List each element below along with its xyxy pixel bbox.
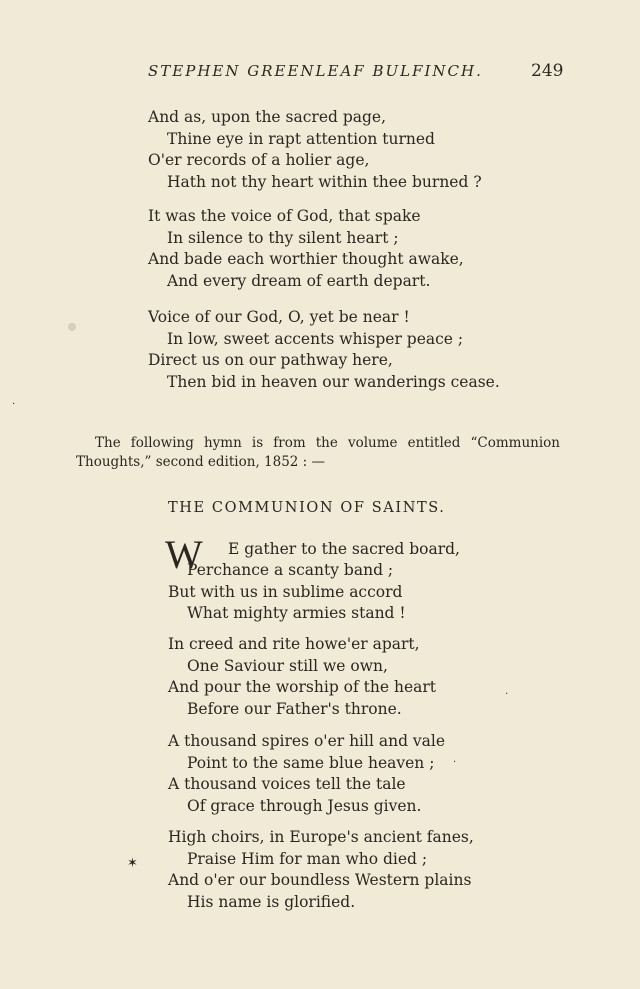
hymn-stanza-1 (168, 560, 406, 625)
hymn-line: And pour the worship of the heart (168, 678, 437, 696)
poem-line: In silence to thy silent heart ; (167, 228, 399, 247)
hymn-title: THE COMMUNION OF SAINTS. (168, 500, 446, 516)
hymn-line: A thousand voices tell the tale (168, 775, 406, 793)
hymn-line: Of grace through Jesus given. (187, 796, 422, 815)
hymn-first-line: E gather to the sacred board, (228, 540, 460, 558)
hymn-line: A thousand spires o'er hill and vale (168, 732, 446, 750)
hymn-line: High choirs, in Europe's ancient fanes, (168, 828, 474, 846)
poem-line: And as, upon the sacred page, (148, 108, 387, 126)
page-number: 249 (531, 61, 564, 81)
hymn-line: Point to the same blue heaven ; (187, 753, 435, 772)
hymn-stanza-3 (168, 731, 445, 817)
note-line-1: The following hymn is from the volume entitled “Communion (95, 435, 560, 451)
editorial-note (76, 434, 560, 472)
poem-line: Voice of our God, O, yet be near ! (148, 308, 410, 326)
paper-speck: · (505, 689, 509, 700)
poem-line: Then bid in heaven our wanderings cease. (167, 372, 500, 391)
hymn-line: His name is glorified. (187, 892, 356, 911)
paper-speck: · (12, 399, 16, 410)
hymn-line: One Saviour still we own, (187, 656, 388, 675)
paper-blemish (68, 323, 76, 331)
hymn-stanza-2 (168, 634, 436, 720)
poem-stanza-2 (148, 206, 464, 292)
hymn-line: What mighty armies stand ! (187, 604, 406, 622)
poem-line: And bade each worthier thought awake, (148, 250, 464, 268)
hymn-line: And o'er our boundless Western plains (168, 871, 472, 889)
poem-line: In low, sweet accents whisper peace ; (167, 329, 464, 348)
poem-line: Hath not thy heart within thee burned ? (167, 172, 482, 191)
paper-speck: · (453, 757, 457, 768)
hymn-line: Praise Him for man who died ; (187, 849, 428, 868)
hymn-stanza-4 (168, 827, 474, 913)
poem-line: And every dream of earth depart. (167, 271, 431, 290)
poem-line: Thine eye in rapt attention turned (167, 129, 435, 148)
poem-line: It was the voice of God, that spake (148, 207, 421, 225)
hymn-line: Perchance a scanty band ; (187, 561, 394, 579)
margin-ornament-icon: ✶ (127, 856, 138, 871)
drop-cap: W (165, 532, 203, 577)
poem-line: Direct us on our pathway here, (148, 351, 393, 369)
poem-stanza-3 (148, 307, 500, 393)
running-head: STEPHEN GREENLEAF BULFINCH. (148, 62, 483, 80)
poem-line: O'er records of a holier age, (148, 151, 370, 169)
note-line-2: Thoughts,” second edition, 1852 : — (76, 454, 326, 470)
hymn-line: Before our Father's throne. (187, 699, 402, 718)
poem-stanza-1 (148, 107, 482, 193)
hymn-line: But with us in sublime accord (168, 582, 403, 601)
hymn-line: In creed and rite howe'er apart, (168, 635, 420, 653)
